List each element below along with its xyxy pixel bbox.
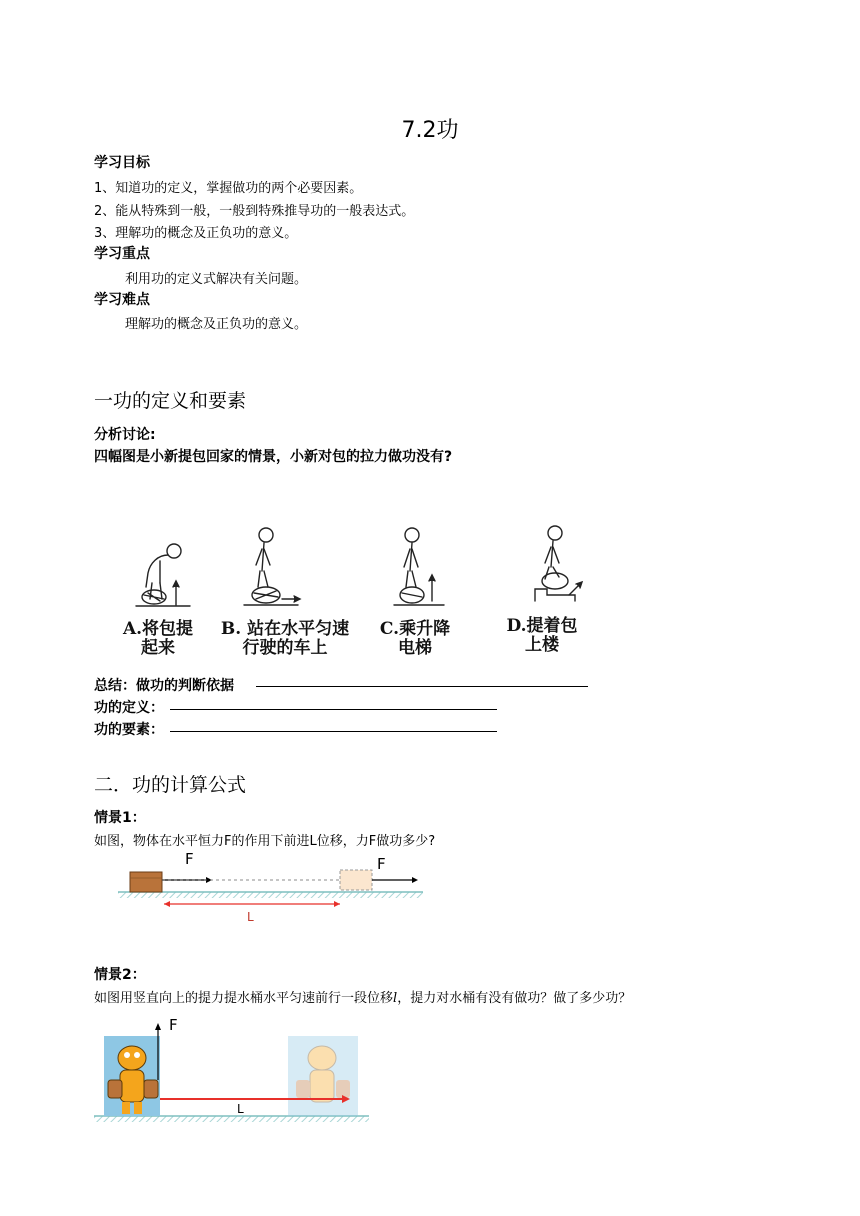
elements-blank[interactable]	[170, 731, 497, 732]
scene1-label: 情景1：	[94, 810, 146, 826]
section2-title: 二．功的计算公式	[94, 774, 247, 796]
goal-item-3: 3、理解功的概念及正负功的意义。	[94, 226, 298, 241]
figure-b-illustration	[238, 525, 308, 610]
summary-blank[interactable]	[256, 686, 588, 687]
figure-b-caption-line1: B. 站在水平匀速	[220, 619, 350, 639]
figure-a-caption-line2: 起来	[141, 638, 175, 658]
difficulties-heading: 学习难点	[94, 292, 150, 308]
page-title: 7.2功	[401, 118, 459, 143]
summary-label: 总结：做功的判断依据	[94, 678, 234, 694]
figure-c-caption-line2: 电梯	[398, 638, 432, 658]
difficulties-text: 理解功的概念及正负功的意义。	[125, 317, 308, 332]
scene2-distance-label: L	[237, 1102, 244, 1116]
figure-d-illustration	[525, 523, 595, 608]
goal-item-2: 2、能从特殊到一般，一般到特殊推导功的一般表达式。	[94, 204, 415, 219]
discussion-label: 分析讨论:	[94, 427, 156, 443]
scene1-force-label-2: F	[377, 855, 386, 873]
figure-c-caption-line1: C.乘升降	[379, 619, 451, 639]
scene2-diagram	[94, 1018, 374, 1128]
elements-label: 功的要素：	[94, 722, 164, 738]
scene1-text: 如图，物体在水平恒力F的作用下前进L位移，力F做功多少?	[94, 834, 436, 849]
definition-label: 功的定义：	[94, 700, 164, 716]
figure-d-caption-line2: 上楼	[525, 635, 559, 655]
scene2-force-label: F	[169, 1016, 178, 1034]
scene1-distance-label: L	[247, 910, 254, 924]
figure-b-caption	[210, 620, 360, 658]
discussion-question: 四幅图是小新提包回家的情景，小新对包的拉力做功没有?	[94, 449, 453, 465]
goals-heading: 学习目标	[94, 155, 150, 171]
key-points-heading: 学习重点	[94, 246, 150, 262]
goal-item-1: 1、知道功的定义，掌握做功的两个必要因素。	[94, 181, 363, 196]
scene2-text	[94, 987, 631, 1006]
figure-a-caption	[108, 620, 208, 658]
figure-d-caption-line1: D.提着包	[506, 616, 578, 636]
figure-b-caption-line2: 行驶的车上	[242, 638, 328, 658]
figure-c-illustration	[390, 525, 450, 610]
figure-a-caption-line1: A.将包提	[122, 619, 194, 639]
section1-title: 一功的定义和要素	[94, 390, 247, 412]
scene1-force-label: F	[185, 850, 194, 868]
figure-a-illustration	[130, 535, 200, 610]
scene2-label: 情景2：	[94, 967, 146, 983]
scene2-text-before: 如图用竖直向上的提力提水桶水平匀速前行一段位移	[94, 991, 394, 1006]
scene2-text-italic: l	[393, 991, 398, 1006]
key-points-text: 利用功的定义式解决有关问题。	[125, 272, 308, 287]
definition-blank[interactable]	[170, 709, 497, 710]
scene2-text-after: ，提力对水桶有没有做功？做了多少功？	[397, 991, 632, 1006]
figure-d-caption	[487, 617, 597, 655]
figure-c-caption	[365, 620, 465, 658]
